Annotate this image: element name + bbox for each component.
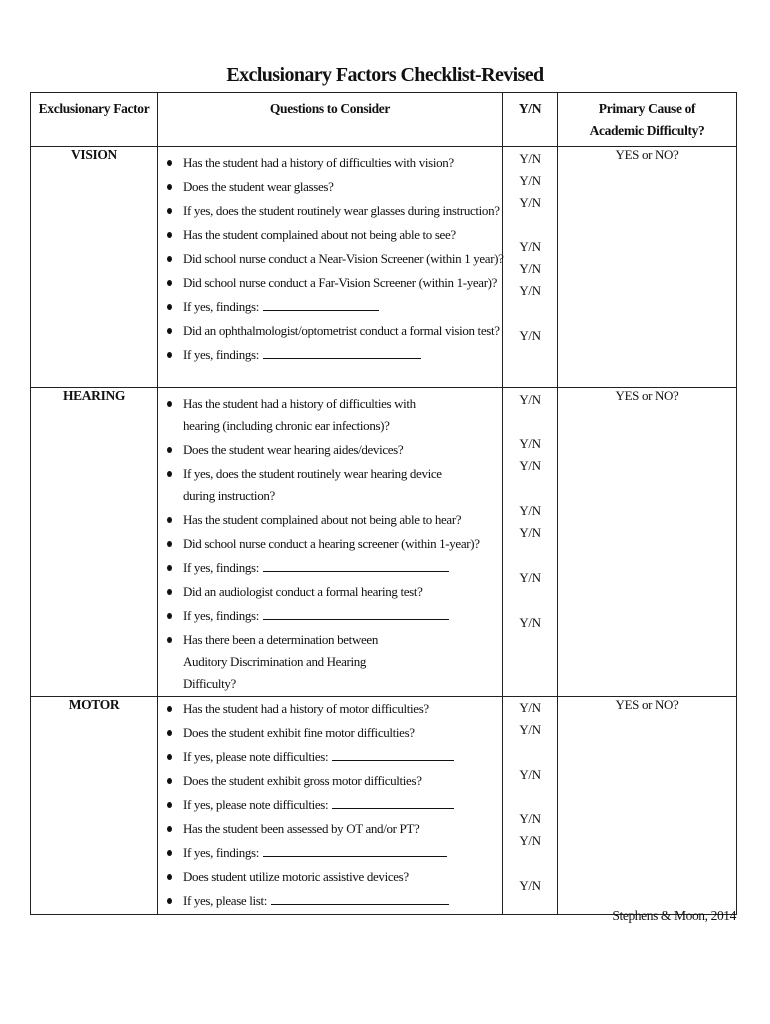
question-item: Has the student had a history of difficulties with hearing (including chronic ear infections)? bbox=[158, 392, 502, 438]
question-text: If yes, findings: bbox=[183, 560, 260, 575]
findings-blank-line[interactable] bbox=[263, 843, 447, 857]
yn-answer[interactable]: Y/N bbox=[519, 811, 541, 826]
header-row bbox=[31, 93, 737, 147]
vision-yn-column bbox=[503, 147, 558, 388]
yn-answer[interactable]: Y/N bbox=[519, 261, 541, 276]
header-yn: Y/N bbox=[503, 93, 558, 147]
yn-answer[interactable]: Y/N bbox=[519, 570, 541, 585]
hearing-primary-cause[interactable]: YES or NO? bbox=[558, 388, 737, 697]
question-item: Does the student exhibit fine motor difficulties? bbox=[158, 721, 502, 745]
question-item: Has the student had a history of difficulties with vision? bbox=[158, 151, 502, 175]
yn-answer[interactable]: Y/N bbox=[519, 525, 541, 540]
findings-blank-line[interactable] bbox=[263, 558, 449, 572]
question-item bbox=[158, 556, 502, 580]
yn-answer[interactable]: Y/N bbox=[519, 195, 541, 210]
question-item: Has there been a determination between Auditory Discrimination and Hearing Difficulty? bbox=[158, 628, 502, 696]
list-blank-line[interactable] bbox=[271, 891, 449, 905]
difficulties-blank-line[interactable] bbox=[332, 747, 454, 761]
findings-blank-line[interactable] bbox=[263, 297, 379, 311]
yn-answer[interactable]: Y/N bbox=[519, 392, 541, 407]
question-item: Does the student exhibit gross motor difficulties? bbox=[158, 769, 502, 793]
question-item: Did school nurse conduct a Far-Vision Screener (within 1-year)? bbox=[158, 271, 502, 295]
yn-answer[interactable]: Y/N bbox=[519, 878, 541, 893]
question-item bbox=[158, 295, 502, 319]
yn-answer[interactable]: Y/N bbox=[519, 239, 541, 254]
header-exclusionary-factor: Exclusionary Factor bbox=[31, 93, 158, 147]
findings-blank-line[interactable] bbox=[263, 345, 421, 359]
question-item: Does the student wear hearing aides/devices? bbox=[158, 438, 502, 462]
question-item: Does student utilize motoric assistive devices? bbox=[158, 865, 502, 889]
question-item: Did school nurse conduct a hearing screener (within 1-year)? bbox=[158, 532, 502, 556]
question-text: If yes, findings: bbox=[183, 299, 260, 314]
vision-questions bbox=[158, 147, 503, 388]
yn-answer[interactable]: Y/N bbox=[519, 722, 541, 737]
page-title: Exclusionary Factors Checklist-Revised bbox=[226, 64, 544, 86]
question-item: Has the student complained about not being able to see? bbox=[158, 223, 502, 247]
motor-yn-column bbox=[503, 697, 558, 915]
question-text: If yes, findings: bbox=[183, 845, 260, 860]
question-item: Has the student had a history of motor difficulties? bbox=[158, 697, 502, 721]
question-text: If yes, please note difficulties: bbox=[183, 797, 329, 812]
question-item: Did school nurse conduct a Near-Vision Screener (within 1 year)? bbox=[158, 247, 502, 271]
question-item bbox=[158, 793, 502, 817]
vision-question-list bbox=[158, 151, 502, 367]
hearing-factor-label: HEARING bbox=[31, 388, 158, 697]
yn-answer[interactable]: Y/N bbox=[519, 767, 541, 782]
question-item: If yes, does the student routinely wear glasses during instruction? bbox=[158, 199, 502, 223]
yn-answer[interactable]: Y/N bbox=[519, 151, 541, 166]
question-item: Does the student wear glasses? bbox=[158, 175, 502, 199]
vision-primary-cause[interactable]: YES or NO? bbox=[558, 147, 737, 388]
question-text: If yes, findings: bbox=[183, 608, 260, 623]
yn-answer[interactable]: Y/N bbox=[519, 283, 541, 298]
question-item bbox=[158, 343, 502, 367]
findings-blank-line[interactable] bbox=[263, 606, 449, 620]
question-text: If yes, please note difficulties: bbox=[183, 749, 329, 764]
question-item: Did an ophthalmologist/optometrist conduct a formal vision test? bbox=[158, 319, 502, 343]
header-questions: Questions to Consider bbox=[158, 93, 503, 147]
attribution-footer: Stephens & Moon, 2014 bbox=[612, 908, 736, 923]
motor-row bbox=[31, 697, 737, 915]
question-item bbox=[158, 604, 502, 628]
question-item bbox=[158, 889, 502, 913]
header-primary-cause: Primary Cause of Academic Difficulty? bbox=[558, 93, 737, 147]
hearing-row bbox=[31, 388, 737, 697]
yn-answer[interactable]: Y/N bbox=[519, 173, 541, 188]
question-item: Did an audiologist conduct a formal hearing test? bbox=[158, 580, 502, 604]
motor-primary-cause[interactable]: YES or NO? bbox=[558, 697, 737, 915]
question-item: Has the student complained about not being able to hear? bbox=[158, 508, 502, 532]
vision-row bbox=[31, 147, 737, 388]
question-item: Has the student been assessed by OT and/or PT? bbox=[158, 817, 502, 841]
hearing-questions bbox=[158, 388, 503, 697]
yn-answer[interactable]: Y/N bbox=[519, 615, 541, 630]
question-text: If yes, please list: bbox=[183, 893, 267, 908]
question-text: If yes, findings: bbox=[183, 347, 260, 362]
question-item: If yes, does the student routinely wear hearing device during instruction? bbox=[158, 462, 502, 508]
vision-factor-label: VISION bbox=[31, 147, 158, 388]
difficulties-blank-line[interactable] bbox=[332, 795, 454, 809]
yn-answer[interactable]: Y/N bbox=[519, 503, 541, 518]
motor-question-list bbox=[158, 697, 502, 913]
question-item bbox=[158, 745, 502, 769]
exclusionary-factors-table bbox=[30, 92, 737, 915]
motor-questions bbox=[158, 697, 503, 915]
motor-factor-label: MOTOR bbox=[31, 697, 158, 915]
yn-answer[interactable]: Y/N bbox=[519, 458, 541, 473]
hearing-question-list bbox=[158, 392, 502, 696]
yn-answer[interactable]: Y/N bbox=[519, 700, 541, 715]
yn-answer[interactable]: Y/N bbox=[519, 833, 541, 848]
yn-answer[interactable]: Y/N bbox=[519, 328, 541, 343]
yn-answer[interactable]: Y/N bbox=[519, 436, 541, 451]
hearing-yn-column bbox=[503, 388, 558, 697]
question-item bbox=[158, 841, 502, 865]
